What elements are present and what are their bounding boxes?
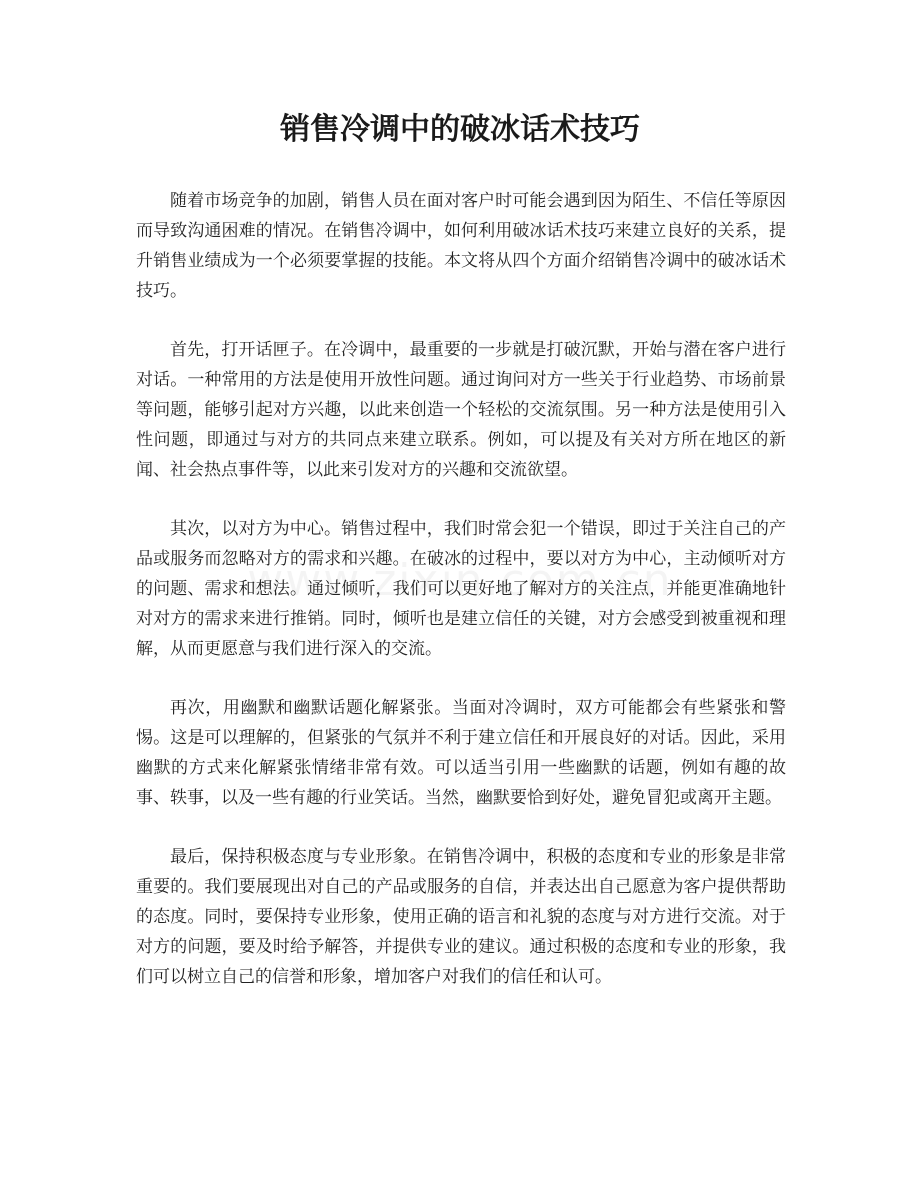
paragraph-fourth: 最后，保持积极态度与专业形象。在销售冷调中，积极的态度和专业的形象是非常重要的。我们要展现出对自己的产品或服务的自信，并表达出自己愿意为客户提供帮助的态度。同时，要保持专业形象，使用正确的语言和礼貌的态度与对方进行交流。对于对方的问题，要及时给予解答，并提供专业的建议。通过积极的态度和专业的形象，我们可以树立自己的信誉和形象，增加客户对我们的信任和认可。 (136, 847, 786, 987)
document-title: 销售冷调中的破冰话术技巧 (280, 112, 640, 147)
paragraph-intro: 随着市场竞争的加剧，销售人员在面对客户时可能会遇到因为陌生、不信任等原因而导致沟通困难的情况。在销售冷调中，如何利用破冰话术技巧来建立良好的关系，提升销售业绩成为一个必须要掌握的技能。本文将从四个方面介绍销售冷调中的破冰话术技巧。 (136, 191, 786, 301)
paragraph-first: 首先，打开话匣子。在冷调中，最重要的一步就是打破沉默，开始与潜在客户进行对话。一种常用的方法是使用开放性问题。通过询问对方一些关于行业趋势、市场前景等问题，能够引起对方兴趣，以此来创造一个轻松的交流氛围。另一种方法是使用引入性问题，即通过与对方的共同点来建立联系。例如，可以提及有关对方所在地区的新闻、社会热点事件等，以此来引发对方的兴趣和交流欲望。 (136, 340, 786, 480)
paragraph-second: 其次，以对方为中心。销售过程中，我们时常会犯一个错误，即过于关注自己的产品或服务而忽略对方的需求和兴趣。在破冰的过程中，要以对方为中心，主动倾听对方的问题、需求和想法。通过倾听，我们可以更好地了解对方的关注点，并能更准确地针对对方的需求来进行推销。同时，倾听也是建立信任的关键，对方会感受到被重视和理解，从而更愿意与我们进行深入的交流。 (136, 519, 786, 659)
paragraph-third: 再次，用幽默和幽默话题化解紧张。当面对冷调时，双方可能都会有些紧张和警惕。这是可以理解的，但紧张的气氛并不利于建立信任和开展良好的对话。因此，采用幽默的方式来化解紧张情绪非常有效。可以适当引用一些幽默的话题，例如有趣的故事、轶事，以及一些有趣的行业笑话。当然，幽默要恰到好处，避免冒犯或离开主题。 (136, 698, 786, 808)
document-body (136, 186, 786, 1021)
